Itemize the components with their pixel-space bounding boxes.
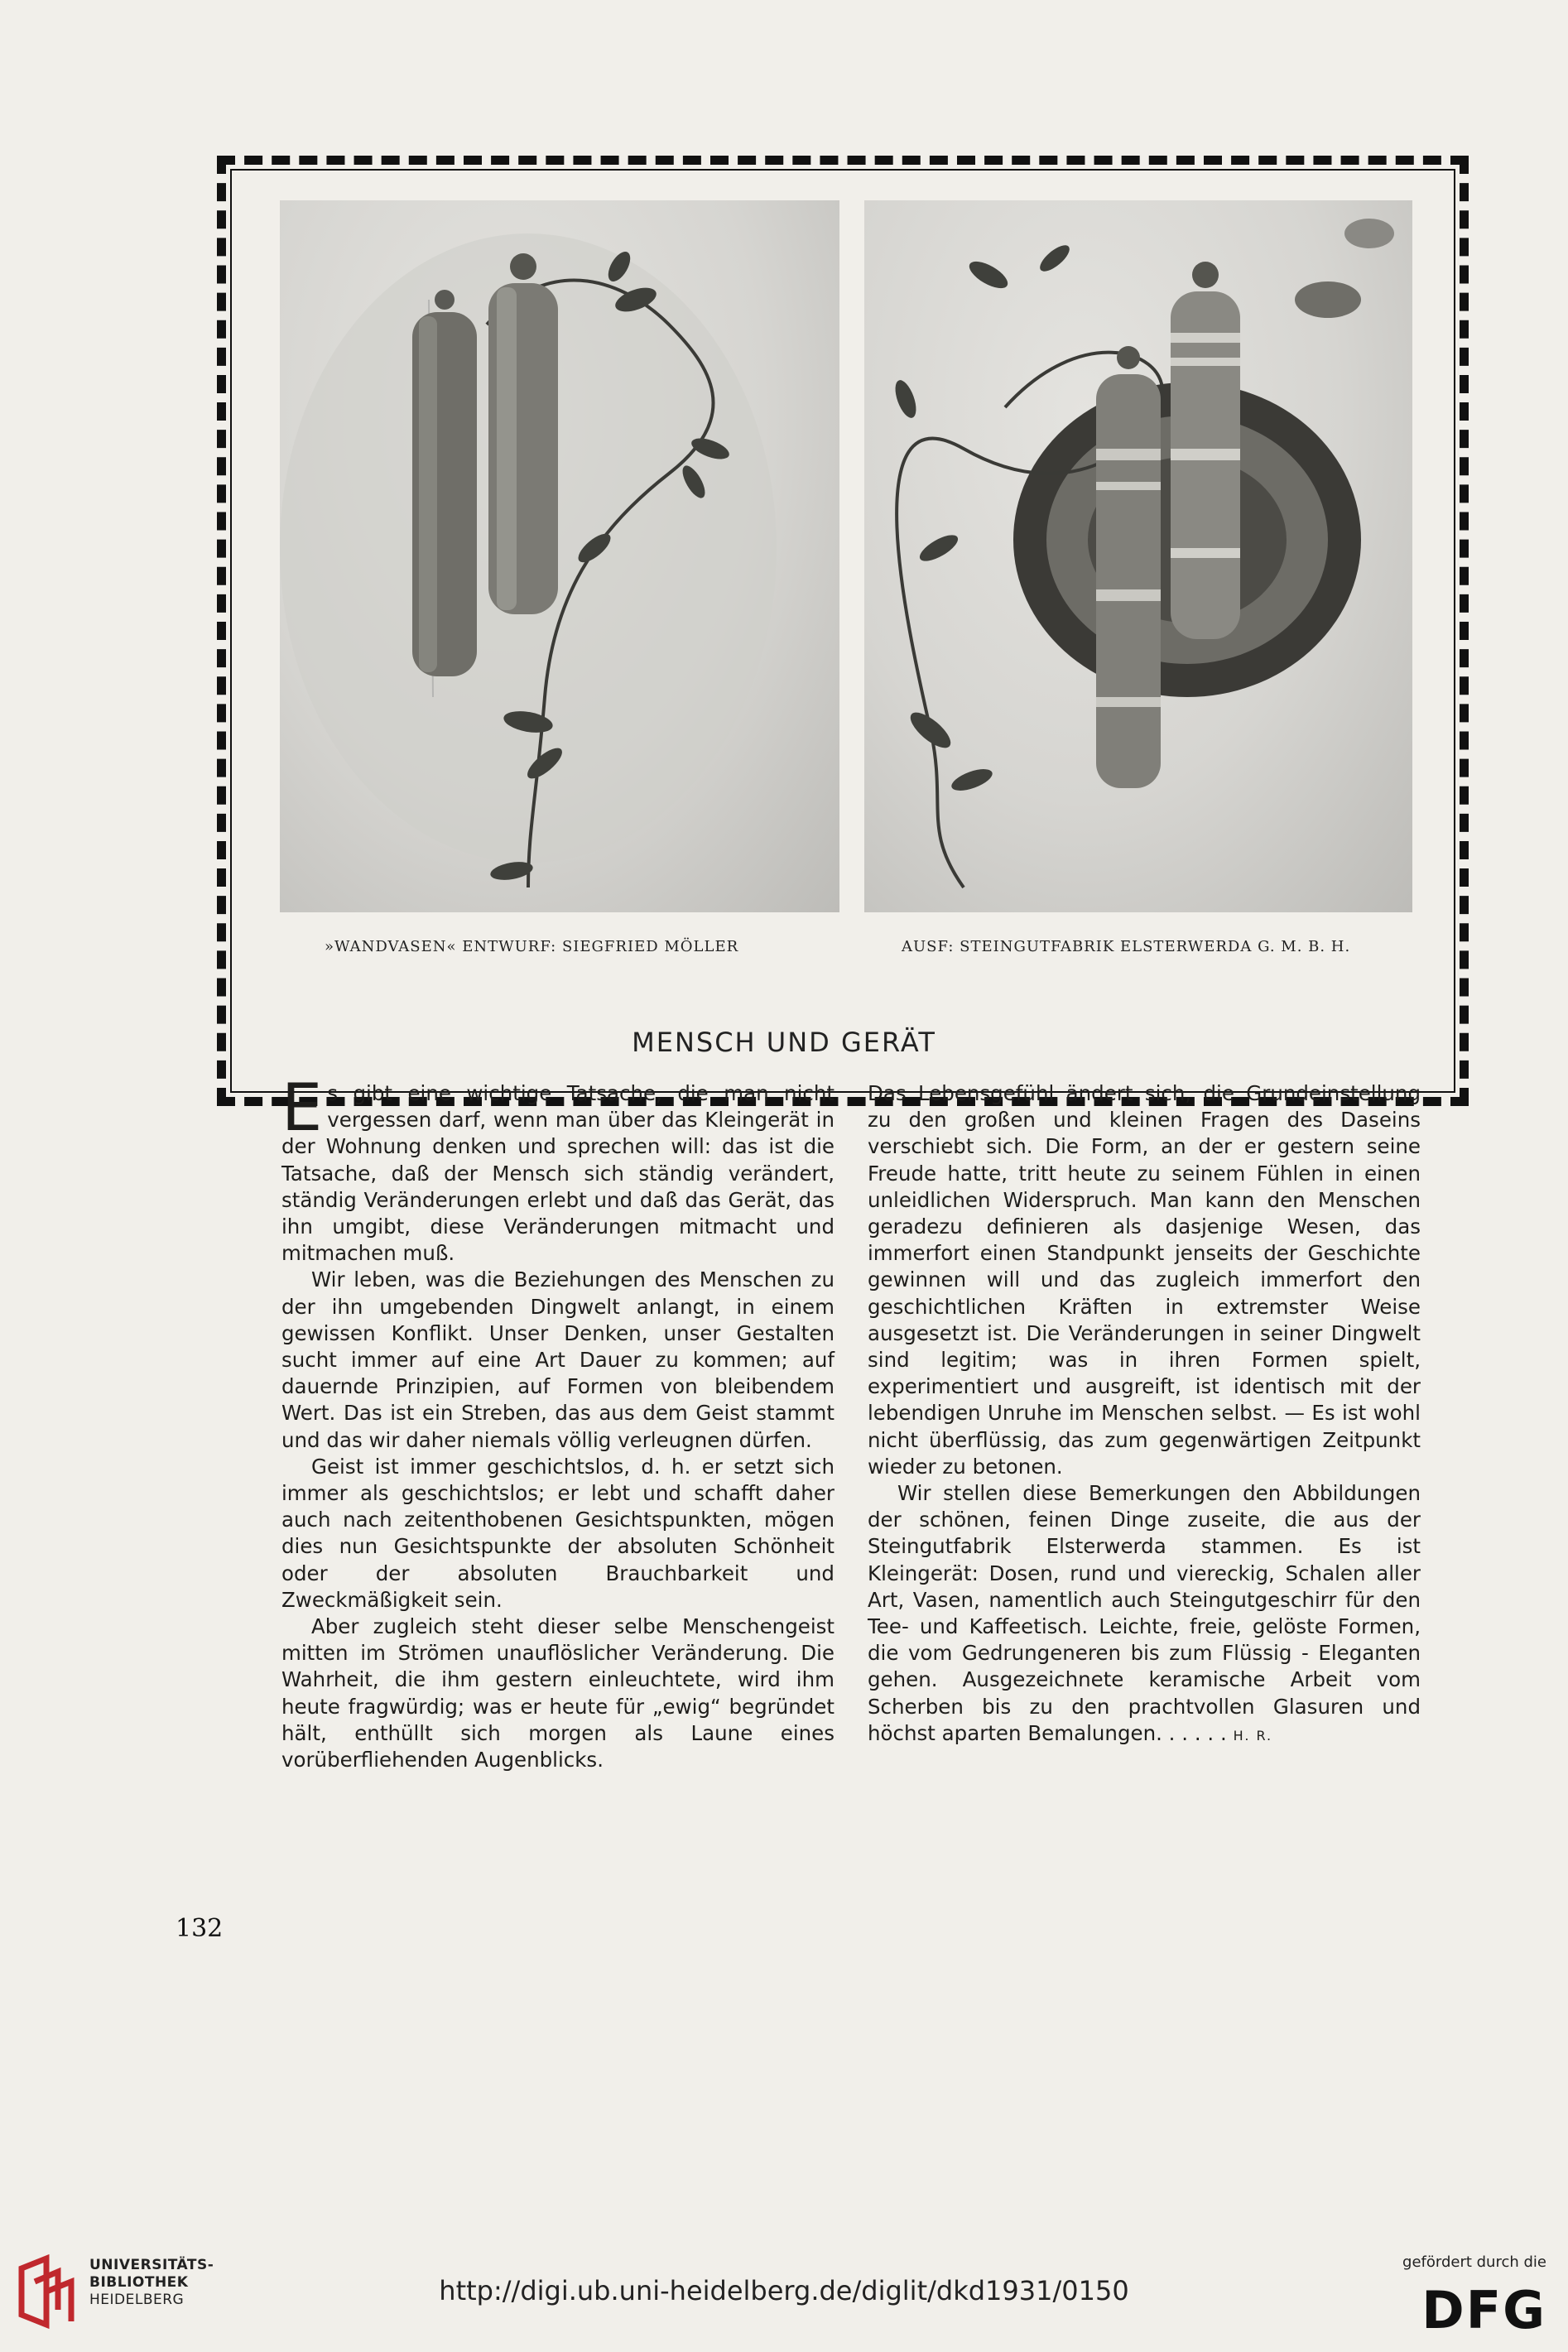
vase-photo-right-graphic: [864, 200, 1412, 912]
vase-striped-tall: [1096, 346, 1161, 788]
vase-tall: [412, 290, 477, 676]
paragraph: Geist ist immer geschichtslos, d. h. er setzt sich immer als geschichtslos; er lebt und schafft daher auch nach zeitenthobenen Gesichtspunkten, mögen dies nun Gesichtspunkte der absoluten Schönheit oder der absoluten Brauchbarkeit und Zweckmäßigkeit sein.: [281, 1454, 835, 1612]
photo-caption-right: AUSF: STEINGUTFABRIK ELSTERWERDA G. M. B. H.: [902, 938, 1351, 955]
drop-cap: E: [281, 1071, 323, 1146]
source-url-link[interactable]: http://digi.ub.uni-heidelberg.de/diglit/dkd1931/0150: [439, 2275, 1129, 2306]
author-signature: H. R.: [1233, 1727, 1273, 1744]
article-column-left: [281, 1071, 835, 1773]
paragraph: Das Lebensgefühl ändert sich, die Grundeinstellung zu den großen und kleinen Fragen des Daseins verschiebt sich. Die Form, an der er gestern seine Freude hatte, tritt heute zu seinem Fühlen in einen unleidlichen Widerspruch. Man kann den Menschen geradezu definieren als dasjenige Wesen, das immerfort einen Standpunkt jenseits der Geschichte gewinnen will und das zugleich immerfort den geschichtlichen Kräften in extremster Weise ausgesetzt ist. Die Veränderungen in seiner Dingwelt sind legitim; was in ihren Formen spielt, experimentiert und ausgreift, ist identisch mit der lebendigen Unruhe im Menschen selbst. — Es ist wohl nicht überflüssig, das zum gegenwärtigen Zeitpunkt wieder zu betonen.: [868, 1081, 1421, 1479]
article-title: MENSCH UND GERÄT: [632, 1027, 936, 1058]
funding-note: gefördert durch die: [1402, 2253, 1546, 2271]
article-column-right: [868, 1080, 1421, 1749]
library-name: UNIVERSITÄTS- BIBLIOTHEK HEIDELBERG: [89, 2257, 214, 2308]
vase-short: [488, 253, 558, 614]
photo-wall-vases-plain: [280, 200, 839, 912]
dfg-logo-icon: DFG: [1421, 2280, 1546, 2340]
paragraph: Aber zugleich steht dieser selbe Menschengeist mitten im Strömen unauflöslicher Veränderung. Die Wahrheit, die ihm gestern einleuchtete, wird ihm heute fragwürdig; was er heute für „ewig“ begründet hält, enthüllt sich morgen als Laune eines vorüberfliehenden Augenblicks.: [281, 1614, 835, 1772]
vase-striped-short: [1171, 262, 1240, 639]
vase-photo-left-graphic: [280, 200, 839, 912]
photo-caption-left: »WANDVASEN« ENTWURF: SIEGFRIED MÖLLER: [325, 938, 739, 955]
photo-wall-vases-decorated: [864, 200, 1412, 912]
paragraph: Wir stellen diese Bemerkungen den Abbildungen der schönen, feinen Dinge zuseite, die aus der Steingutfabrik Elsterwerda stammen. Es ist Kleingerät: Dosen, rund und viereckig, Schalen aller Art, Vasen, namentlich auch Steingutgeschirr für den Tee- und Kaffeetisch. Leichte, freie, gelöste Formen, die vom Gedrungeneren bis zum Flüssig - Eleganten gehen. Ausgezeichnete keramische Arbeit vom Scherben bis zu den prachtvollen Glasuren und höchst aparten Bemalungen. . . . . . H. R.: [868, 1481, 1421, 1745]
paragraph: Es gibt eine wichtige Tatsache, die man nicht vergessen darf, wenn man über das Kleingerät in der Wohnung denken und sprechen will: das ist die Tatsache, daß der Mensch sich ständig verändert, ständig Veränderungen erlebt und daß das Gerät, das ihn umgibt, diese Veränderungen mitmacht und mitmachen muß.: [281, 1071, 835, 1266]
page-number: 132: [176, 1914, 224, 1943]
paragraph: Wir leben, was die Beziehungen des Menschen zu der ihn umgebenden Dingwelt anlangt, in einem gewissen Konflikt. Unser Denken, unser Gestalten sucht immer auf eine Art Dauer zu kommen; auf dauernde Prinzipien, auf Formen von bleibendem Wert. Das ist ein Streben, das aus dem Geist stammt und das wir daher niemals völlig verleugnen dürfen.: [281, 1267, 835, 1452]
